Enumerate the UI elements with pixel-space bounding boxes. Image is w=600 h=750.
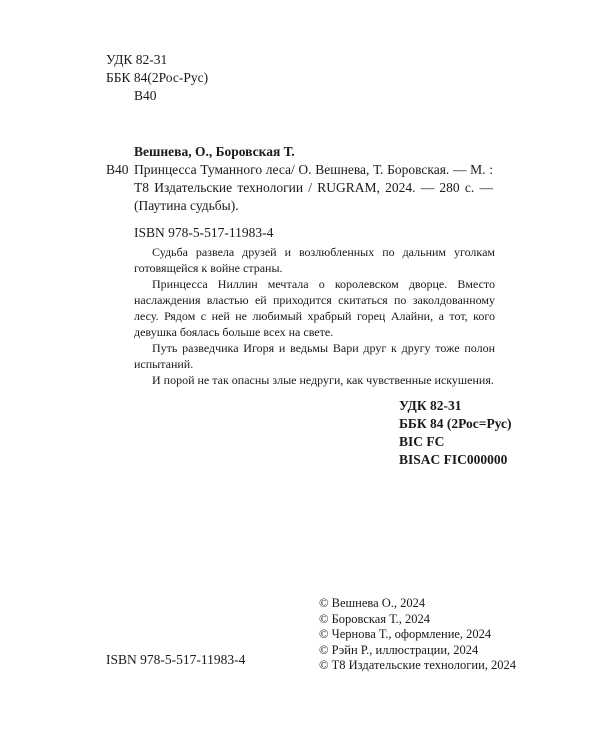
- copyright-block: [319, 596, 516, 674]
- bibliographic-description: Принцесса Туманного леса/ О. Вешнева, Т. Боровская. — М. : Т8 Издательские технологии / RUGRAM, 2024. — 280 с. — (Паутина судьбы).: [134, 162, 493, 213]
- record-author-mark: В40: [106, 162, 129, 177]
- copyright-line: © Чернова Т., оформление, 2024: [319, 627, 492, 641]
- classification-bbk: ББК 84 (2Рос=Рус): [399, 416, 512, 431]
- authors-heading: Вешнева, О., Боровская Т.: [134, 144, 295, 159]
- top-bbk-code: ББК 84(2Рос-Рус): [106, 70, 209, 85]
- record-isbn: ISBN 978-5-517-11983-4: [134, 225, 274, 240]
- annotation-paragraph: Принцесса Ниллин мечтала о королевском дворце. Вместо наслаждения властью ей приходится скитаться по заколдованному лесу. Рядом с ней не любимый храбрый горец Алайни, а тот, кого девушка боялась больше всех на свете.: [134, 277, 495, 339]
- top-udk-code: УДК 82-31: [106, 52, 168, 67]
- bottom-isbn: ISBN 978-5-517-11983-4: [106, 652, 246, 667]
- classification-udk: УДК 82-31: [399, 398, 462, 413]
- annotation-paragraph: Путь разведчика Игоря и ведьмы Вари друг к другу тоже полон испытаний.: [134, 341, 495, 371]
- copyright-line: © Вешнева О., 2024: [319, 596, 426, 610]
- annotation-paragraph: И порой не так опасны злые недруги, как чувственные искушения.: [152, 373, 494, 387]
- annotation-paragraph: Судьба развела друзей и возлюбленных по дальним уголкам готовящейся к войне страны.: [134, 245, 495, 275]
- classification-bic: BIC FC: [399, 434, 445, 449]
- top-author-mark: В40: [134, 88, 157, 103]
- copyright-line: © Т8 Издательские технологии, 2024: [319, 658, 517, 672]
- annotation: [134, 244, 495, 388]
- copyright-line: © Рэйн Р., иллюстрации, 2024: [319, 642, 479, 657]
- copyright-line: © Боровская Т., 2024: [319, 611, 430, 626]
- classification-bisac: BISAC FIC000000: [399, 452, 508, 467]
